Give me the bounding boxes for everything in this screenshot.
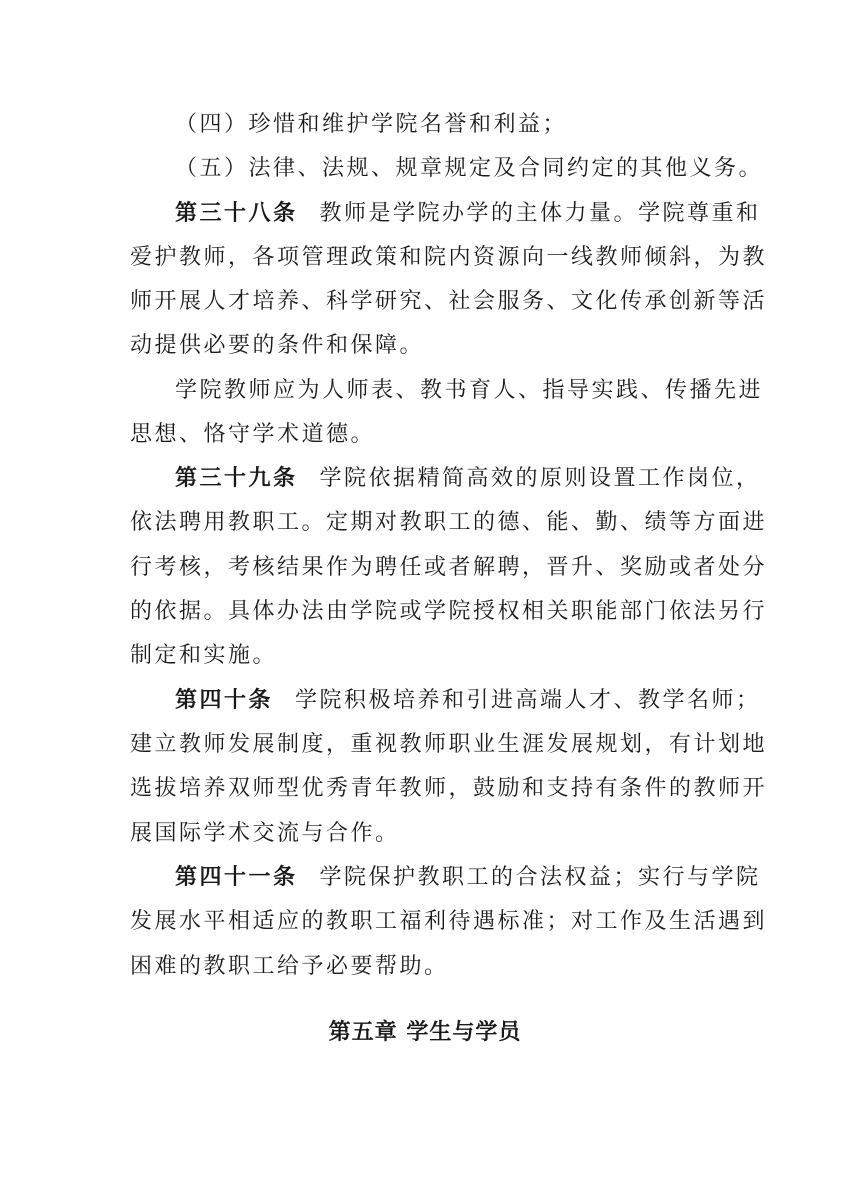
- article-40-line-4: [130, 820, 400, 848]
- article-41-line-2: [130, 908, 767, 936]
- article-39-line-4: [130, 598, 767, 626]
- article-39-line-3: [130, 554, 767, 582]
- article-text: 行考核，考核结果作为聘任或者解聘，晋升、奖励或者处分: [130, 555, 768, 580]
- article-text: 的依据。具体办法由学院或学院授权相关职能部门依法另行: [130, 599, 768, 624]
- article-39-line-1: [175, 465, 761, 493]
- article-39-line-2: [130, 509, 767, 537]
- chapter-heading: 第五章 学生与学员: [328, 1020, 522, 1045]
- article-text: 发展水平相适应的教职工福利待遇标准；对工作及生活遇到: [130, 909, 768, 934]
- article-41-line-3: [130, 953, 449, 981]
- article-text: 学院依据精简高效的原则设置工作岗位，: [319, 466, 761, 491]
- article-text: 选拔培养双师型优秀青年教师，鼓励和支持有条件的教师开: [130, 776, 768, 801]
- paragraph-line-1: [175, 377, 763, 405]
- article-38-line-1: [175, 200, 761, 228]
- article-40-line-2: [130, 731, 767, 759]
- article-text: 师开展人才培养、科学研究、社会服务、文化传承创新等活: [130, 289, 768, 314]
- article-40-line-3: [130, 775, 767, 803]
- article-text: 制定和实施。: [130, 643, 278, 668]
- article-38-line-2: [130, 244, 767, 272]
- article-38-line-4: [130, 332, 424, 360]
- article-text: 动提供必要的条件和保障。: [130, 333, 425, 358]
- article-title: 第四十一条: [175, 865, 298, 890]
- article-text: 教师是学院办学的主体力量。学院尊重和: [319, 201, 761, 226]
- article-38-line-3: [130, 288, 767, 316]
- article-40-line-1: [175, 687, 761, 715]
- article-41-line-1: [175, 864, 761, 892]
- article-text: 爱护教师，各项管理政策和院内资源向一线教师倾斜，为教: [130, 245, 768, 270]
- article-text: 学院保护教职工的合法权益；实行与学院: [319, 865, 761, 890]
- article-title: 第三十八条: [175, 201, 298, 226]
- article-text: 建立教师发展制度，重视教师职业生涯发展规划，有计划地: [130, 732, 768, 757]
- item-text: （五）法律、法规、规章规定及合同约定的其他义务。: [175, 156, 764, 181]
- article-text: 困难的教职工给予必要帮助。: [130, 954, 449, 979]
- paragraph-line-2: [130, 421, 375, 449]
- article-text: 展国际学术交流与合作。: [130, 821, 400, 846]
- list-item: [175, 155, 763, 183]
- paragraph-text: 思想、恪守学术道德。: [130, 422, 376, 447]
- item-text: （四）珍惜和维护学院名誉和利益；: [175, 112, 568, 137]
- article-text: 依法聘用教职工。定期对教职工的德、能、勤、绩等方面进: [130, 510, 768, 535]
- article-text: 学院积极培养和引进高端人才、教学名师；: [295, 688, 761, 713]
- paragraph-text: 学院教师应为人师表、教书育人、指导实践、传播先进: [175, 378, 764, 403]
- article-title: 第三十九条: [175, 466, 298, 491]
- article-title: 第四十条: [175, 688, 274, 713]
- article-39-line-5: [130, 642, 277, 670]
- list-item: [175, 111, 567, 139]
